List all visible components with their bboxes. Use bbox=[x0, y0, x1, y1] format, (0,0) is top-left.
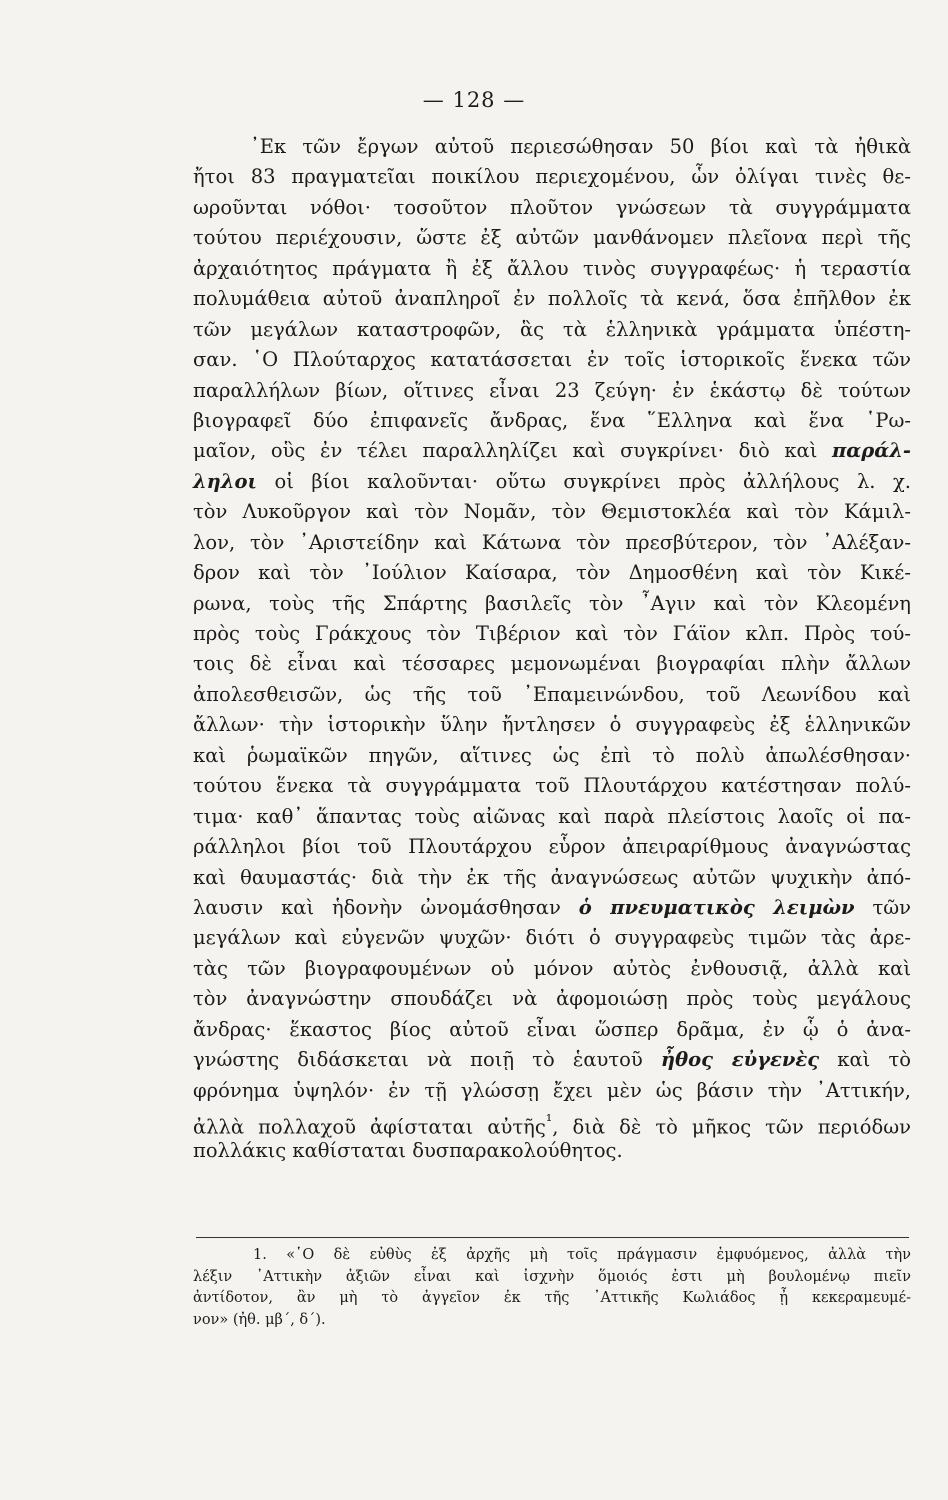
text-line: τούτου περιέχουσιν, ὥστε ἐξ αὐτῶν μανθάνομεν πλεῖονα περὶ τῆς bbox=[193, 226, 911, 250]
text-line: καὶ ῥωμαϊκῶν πηγῶν, αἵτινες ὡς ἐπὶ τὸ πολὺ ἀπωλέσθησαν· bbox=[193, 743, 911, 767]
text-line-with-emphasis bbox=[193, 467, 911, 497]
text-line: ἀπολεσθεισῶν, ὡς τῆς τοῦ ᾽Επαμεινώνδου, τοῦ Λεωνίδου καὶ bbox=[193, 682, 911, 706]
footnote-divider bbox=[196, 1237, 909, 1238]
text-line-with-emphasis bbox=[193, 436, 911, 466]
footnote-reference[interactable]: ¹ bbox=[545, 1111, 553, 1130]
text-line: ἄλλων· τὴν ἱστορικὴν ὕλην ἤντλησεν ὁ συγγραφεὺς ἐξ ἑλληνικῶν bbox=[193, 713, 911, 737]
text-line: τὸν Λυκοῦργον καὶ τὸν Νομᾶν, τὸν Θεμιστοκλέα καὶ τὸν Κάμιλ- bbox=[193, 500, 911, 524]
footnotes bbox=[193, 1245, 911, 1331]
text-line: ἄνδρας· ἕκαστος βίος αὐτοῦ εἶναι ὥσπερ δρᾶμα, ἐν ᾧ ὁ ἀνα- bbox=[193, 1017, 911, 1041]
text-segment: τῶν bbox=[872, 895, 912, 919]
emphasis-pneumatikos-leimon: ὁ πνευματικὸς λειμὼν bbox=[578, 895, 855, 919]
text-line: δρον καὶ τὸν ᾽Ιούλιον Καίσαρα, τὸν Δημοσθένη καὶ τὸν Κικέ- bbox=[193, 561, 911, 585]
text-line: πολυμάθεια αὐτοῦ ἀναπληροῖ ἐν πολλοῖς τὰ κενά, ὅσα ἐπῆλθον ἐκ bbox=[193, 287, 911, 311]
emphasis-ethos-eugenes: ἦθος εὐγενὲς bbox=[660, 1048, 820, 1072]
text-line: ᾽Εκ τῶν ἔργων αὐτοῦ περιεσώθησαν 50 βίοι καὶ τὰ ἠθικὰ bbox=[250, 135, 911, 158]
text-line: βιογραφεῖ δύο ἐπιφανεῖς ἄνδρας, ἕνα ῞Ελληνα καὶ ἕνα ῾Ρω- bbox=[193, 408, 911, 432]
text-line: τῶν μεγάλων καταστροφῶν, ἃς τὰ ἑλληνικὰ γράμματα ὑπέστη- bbox=[193, 317, 911, 341]
text-line: ἀρχαιότητος πράγματα ἢ ἐξ ἄλλου τινὸς συγγραφέως· ἡ τεραστία bbox=[193, 256, 911, 280]
text-line-with-footnote-ref bbox=[193, 1106, 911, 1139]
body-text bbox=[193, 132, 911, 1167]
footnote-line: 1. «῾Ο δὲ εὐθὺς ἐξ ἀρχῆς μὴ τοῖς πράγμασιν ἐμφυόμενος, ἀλλὰ τὴν bbox=[253, 1247, 911, 1263]
emphasis-paralleloi: παράλ- bbox=[831, 439, 911, 463]
text-line: ωροῦνται νόθοι· τοσοῦτον πλοῦτον γνώσεων τὰ συγγράμματα bbox=[193, 195, 911, 219]
text-line: ἤτοι 83 πραγματεῖαι ποικίλου περιεχομένου, ὧν ὀλίγαι τινὲς θε- bbox=[193, 165, 911, 189]
text-segment: γνώστης διδάσκεται νὰ ποιῇ τὸ ἑαυτοῦ bbox=[193, 1048, 643, 1072]
text-line-with-emphasis bbox=[193, 893, 911, 923]
text-line: ράλληλοι βίοι τοῦ Πλουτάρχου εὗρον ἀπειραρίθμους ἀναγνώστας bbox=[193, 835, 911, 859]
text-line: τοις δὲ εἶναι καὶ τέσσαρες μεμονωμέναι βιογραφίαι πλὴν ἄλλων bbox=[193, 652, 911, 676]
text-line: πρὸς τοὺς Γράκχους τὸν Τιβέριον καὶ τὸν Γάϊον κλπ. Πρὸς τού- bbox=[193, 622, 911, 645]
text-line: μεγάλων καὶ εὐγενῶν ψυχῶν· διότι ὁ συγγραφεὺς τιμῶν τὰς ἀρε- bbox=[193, 926, 911, 950]
text-segment: μαῖον, οὓς ἐν τέλει παραλληλίζει καὶ συγκρίνει· διὸ καὶ bbox=[193, 439, 818, 463]
page-number: — 128 — bbox=[422, 88, 526, 112]
text-line: τιμα· καθ᾽ ἅπαντας τοὺς αἰῶνας καὶ παρὰ πλείστοις λαοῖς οἱ πα- bbox=[193, 804, 911, 828]
text-line: τούτου ἕνεκα τὰ συγγράμματα τοῦ Πλουτάρχου κατέστησαν πολύ- bbox=[193, 774, 911, 798]
text-segment: καὶ τὸ bbox=[837, 1048, 911, 1072]
text-line: πολλάκις καθίσταται δυσπαρακολούθητος. bbox=[193, 1139, 623, 1163]
footnote-line: ἀντίδοτον, ἂν μὴ τὸ ἀγγεῖον ἐκ τῆς ᾽Αττικῆς Κωλιάδος ᾖ κεκεραμευμέ- bbox=[193, 1290, 911, 1306]
text-segment: ἀλλὰ πολλαχοῦ ἀφίσταται αὐτῆς bbox=[193, 1115, 546, 1139]
text-line-with-emphasis bbox=[193, 1045, 911, 1075]
text-line: τὰς τῶν βιογραφουμένων οὐ μόνον αὐτὸς ἐνθουσιᾷ, ἀλλὰ καὶ bbox=[193, 956, 911, 980]
text-segment: λαυσιν καὶ ἡδονὴν ὠνομάσθησαν bbox=[193, 895, 561, 919]
text-line: παραλλήλων βίων, οἵτινες εἶναι 23 ζεύγη· ἐν ἑκάστῳ δὲ τούτων bbox=[193, 378, 911, 402]
emphasis-paralleloi-cont: ληλοι bbox=[193, 469, 257, 493]
text-line: ρωνα, τοὺς τῆς Σπάρτης βασιλεῖς τὸν ῏Αγιν καὶ τὸν Κλεομένη bbox=[193, 591, 911, 615]
footnote-line: νον» (ἠθ. μβ΄, δ΄). bbox=[193, 1311, 326, 1328]
text-line: σαν. ῾Ο Πλούταρχος κατατάσσεται ἐν τοῖς ἱστορικοῖς ἕνεκα τῶν bbox=[193, 348, 911, 372]
text-line: λον, τὸν ᾽Αριστείδην καὶ Κάτωνα τὸν πρεσβύτερον, τὸν ᾽Αλέξαν- bbox=[193, 530, 911, 554]
text-line: καὶ θαυμαστάς· διὰ τὴν ἐκ τῆς ἀναγνώσεως αὐτῶν ψυχικὴν ἀπό- bbox=[193, 865, 911, 889]
text-segment: οἱ βίοι καλοῦνται· οὕτω συγκρίνει πρὸς ἀλλήλους λ. χ. bbox=[274, 469, 912, 493]
footnote-line: λέξιν ᾽Αττικὴν ἀξιῶν εἶναι καὶ ἰσχνὴν ὅμοιός ἐστι μὴ βουλομένῳ πιεῖν bbox=[193, 1268, 911, 1285]
text-line: φρόνημα ὑψηλόν· ἐν τῇ γλώσσῃ ἔχει μὲν ὡς βάσιν τὴν ᾽Αττικήν, bbox=[193, 1078, 911, 1102]
text-segment: , διὰ δὲ τὸ μῆκος τῶν περιόδων bbox=[552, 1115, 911, 1139]
text-line: τὸν ἀναγνώστην σπουδάζει νὰ ἀφομοιώσῃ πρὸς τοὺς μεγάλους bbox=[193, 987, 911, 1011]
